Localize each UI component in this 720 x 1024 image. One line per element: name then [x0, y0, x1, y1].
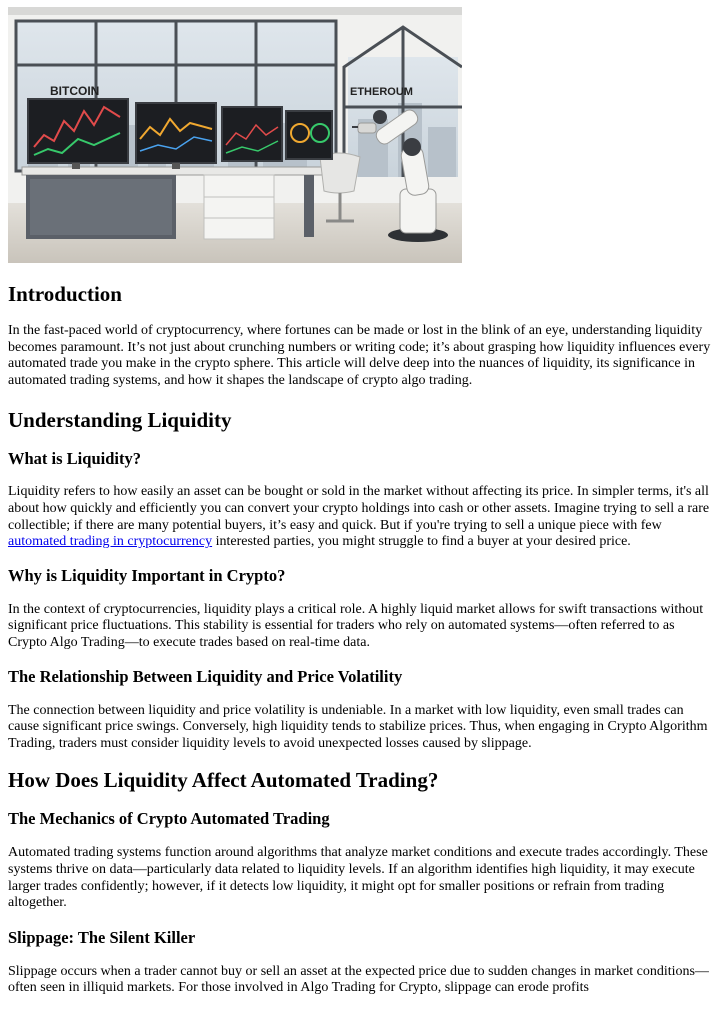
heading-mechanics: The Mechanics of Crypto Automated Trading	[8, 809, 330, 829]
heading-what-is-liquidity: What is Liquidity?	[8, 449, 141, 469]
paragraph-liquidity-volatility: The connection between liquidity and price volatility is undeniable. In a market with low liquidity, even small trades can cause significant price swings. Conversely, high liquidity tends to stabilize prices. Thus, when engaging in Crypto Algorithm Trading, traders must consider liquidity levels to avoid unexpected losses caused by slippage.	[8, 702, 708, 751]
paragraph-introduction: In the fast-paced world of cryptocurrency, where fortunes can be made or lost in the blink of an eye, understanding liquidity becomes paramount. It’s not just about crunching numbers or writing code; it’s about grasping how liquidity influences every automated trade you make in the crypto sphere. This article will delve deep into the nuances of liquidity, its significance in automated trading systems, and how it shapes the landscape of crypto algo trading.	[8, 323, 711, 388]
hero-image	[8, 7, 462, 263]
heading-why-liquidity-important: Why is Liquidity Important in Crypto?	[8, 565, 286, 585]
ethereum-sign: ETHEROUM	[350, 86, 413, 98]
heading-liquidity-volatility: The Relationship Between Liquidity and Price Volatility	[8, 666, 403, 686]
automated-trading-link[interactable]: automated trading in cryptocurrency	[8, 534, 213, 550]
bitcoin-sign: BITCOIN	[50, 84, 100, 98]
text-segment: interested parties, you might struggle to find a buyer at your desired price.	[212, 534, 631, 550]
heading-slippage: Slippage: The Silent Killer	[8, 927, 196, 947]
paragraph-why-liquidity-important: In the context of cryptocurrencies, liquidity plays a critical role. A highly liquid market allows for swift transactions without significant price fluctuations. This stability is essential for traders who rely on automated systems—often referred to as Crypto Algo Trading—to execute trades based on real-time data.	[8, 601, 704, 650]
text-segment: Liquidity refers to how easily an asset can be bought or sold in the market without affecting its price. In simpler terms, it's all about how quickly and efficiently you can convert your crypto holdings into cash or other assets. Imagine trying to sell a rare collectible; if there are many potential buyers, it’s easy and quick. But if you're trying to sell a unique piece with few	[8, 484, 710, 533]
article	[0, 7, 720, 997]
paragraph-mechanics: Automated trading systems function around algorithms that analyze market conditions and execute trades accordingly. These systems thrive on data—particularly data related to liquidity levels. If an algorithm identifies high liquidity, it may execute larger trades confidently; however, if it detects low liquidity, it might opt for smaller positions or refrain from trading altogether.	[8, 845, 708, 911]
paragraph-slippage: Slippage occurs when a trader cannot buy or sell an asset at the expected price due to sudden changes in market conditions—often seen in illiquid markets. For those involved in Algo Trading for Crypto, slippage can erode profits	[8, 963, 709, 996]
heading-liquidity-automated-trading: How Does Liquidity Affect Automated Trading?	[8, 768, 439, 793]
paragraph-what-is-liquidity	[8, 484, 712, 550]
heading-understanding-liquidity: Understanding Liquidity	[8, 408, 232, 433]
heading-introduction: Introduction	[8, 282, 122, 306]
